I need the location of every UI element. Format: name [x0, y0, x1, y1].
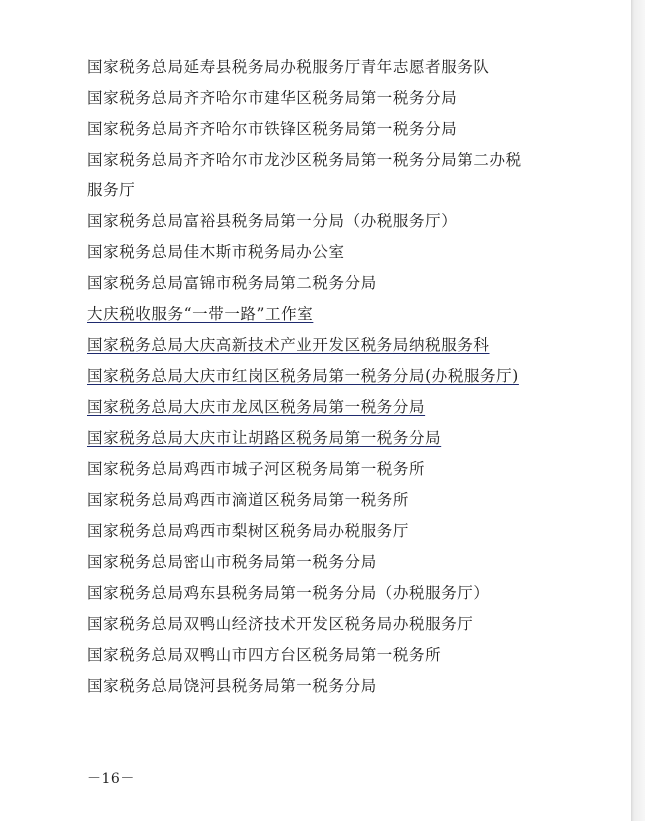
list-item-underlined [87, 423, 587, 454]
line-text: 国家税务总局饶河县税务局第一税务分局 [87, 677, 377, 695]
line-text: 国家税务总局齐齐哈尔市铁锋区税务局第一税务分局 [87, 120, 458, 138]
list-item [87, 609, 587, 640]
document-body [87, 52, 587, 702]
list-item [87, 268, 587, 299]
line-text: 国家税务总局鸡东县税务局第一税务分局（办税服务厅） [87, 584, 490, 602]
line-text: 国家税务总局双鸭山市四方台区税务局第一税务所 [87, 646, 442, 664]
list-item [87, 52, 587, 83]
list-item-underlined [87, 299, 587, 330]
line-text: 服务厅 [87, 181, 136, 199]
line-text: 国家税务总局齐齐哈尔市建华区税务局第一税务分局 [87, 89, 458, 107]
list-item [87, 640, 587, 671]
list-item [87, 114, 587, 145]
line-text: 国家税务总局延寿县税务局办税服务厅青年志愿者服务队 [87, 58, 490, 76]
line-text: 国家税务总局鸡西市梨树区税务局办税服务厅 [87, 522, 410, 540]
list-item-underlined [87, 330, 587, 361]
line-text: 国家税务总局大庆市龙凤区税务局第一税务分局 [87, 398, 426, 416]
page-edge-shadow [631, 0, 645, 821]
list-item [87, 145, 587, 175]
list-item [87, 547, 587, 578]
list-item-continuation [87, 175, 587, 206]
line-text: 国家税务总局齐齐哈尔市龙沙区税务局第一税务分局第二办税 [87, 151, 522, 169]
list-item-underlined [87, 361, 587, 392]
page-number: －16－ [87, 771, 135, 787]
line-text: 国家税务总局鸡西市城子河区税务局第一税务所 [87, 460, 426, 478]
line-text: 大庆税收服务“一带一路”工作室 [87, 305, 314, 323]
line-text: 国家税务总局大庆市红岗区税务局第一税务分局(办税服务厅) [87, 367, 519, 385]
line-text: 国家税务总局大庆市让胡路区税务局第一税务分局 [87, 429, 442, 447]
line-text: 国家税务总局鸡西市滴道区税务局第一税务所 [87, 491, 410, 509]
line-text: 国家税务总局富裕县税务局第一分局（办税服务厅） [87, 212, 458, 230]
list-item [87, 454, 587, 485]
list-item [87, 485, 587, 516]
line-text: 国家税务总局大庆高新技术产业开发区税务局纳税服务科 [87, 336, 490, 354]
list-item-underlined [87, 392, 587, 423]
list-item [87, 516, 587, 547]
list-item [87, 206, 587, 237]
list-item [87, 83, 587, 114]
line-text: 国家税务总局富锦市税务局第二税务分局 [87, 274, 377, 292]
list-item [87, 578, 587, 609]
list-item [87, 237, 587, 268]
list-item [87, 671, 587, 702]
line-text: 国家税务总局佳木斯市税务局办公室 [87, 243, 345, 261]
line-text: 国家税务总局密山市税务局第一税务分局 [87, 553, 377, 571]
line-text: 国家税务总局双鸭山经济技术开发区税务局办税服务厅 [87, 615, 474, 633]
